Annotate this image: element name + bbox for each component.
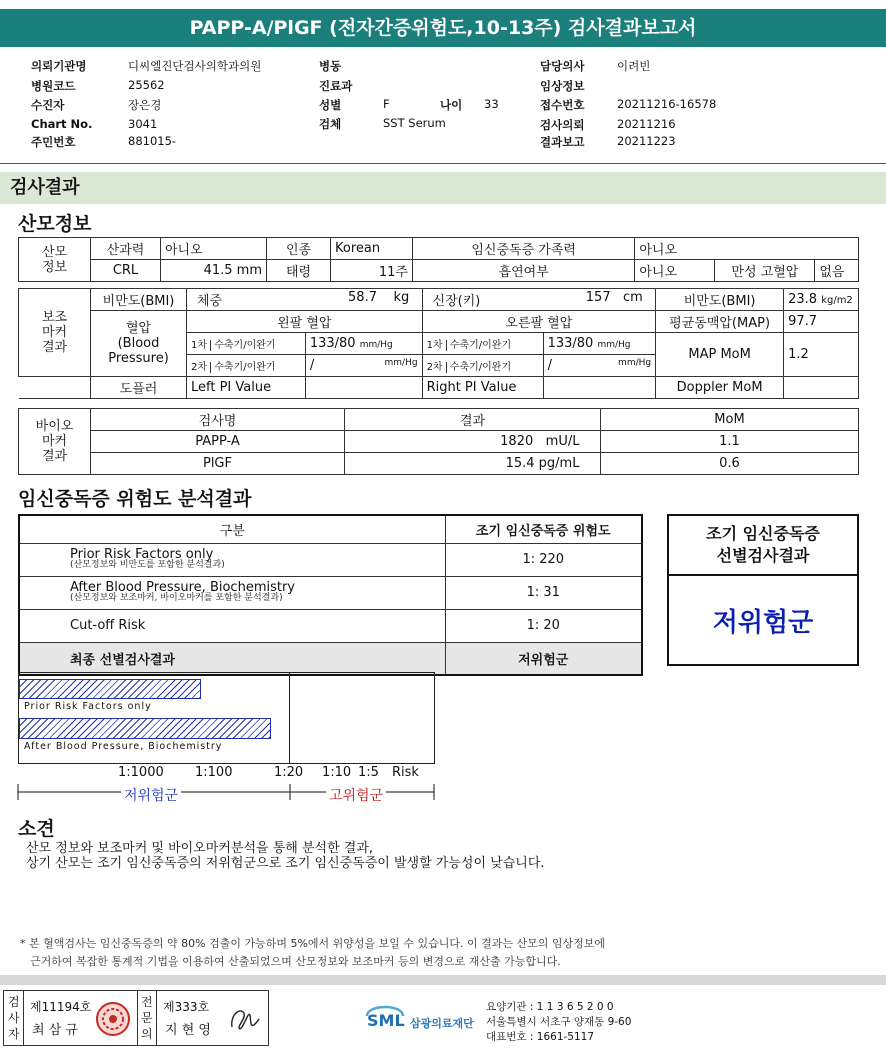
bio-name: PAPP-A <box>91 431 345 453</box>
seal-icon <box>95 1001 131 1037</box>
opinion-line: 산모 정보와 보조마커 및 바이오마커분석을 통해 분석한 결과, <box>26 841 374 856</box>
org-name: 삼광의료재단 <box>410 1017 474 1030</box>
risk-row <box>19 543 642 576</box>
aux-spacer <box>19 377 91 399</box>
notice-line: * 본 혈액검사는 임신중독증의 약 80% 검출이 가능하며 5%에서 위양성을 보일 수 있습니다. 이 결과는 산모의 임상정보에 <box>20 937 606 950</box>
resident-no-label: 주민번호 <box>31 135 76 149</box>
left-bp-label: 왼팔 혈압 <box>187 311 423 333</box>
divider <box>23 991 24 1045</box>
left-bp-second-cell <box>187 355 306 377</box>
report-value: 20211223 <box>617 134 676 148</box>
right-bp-label: 오른팔 혈압 <box>422 311 656 333</box>
specimen-label: 검체 <box>319 117 342 131</box>
tick-label: 1:100 <box>195 765 233 780</box>
inspector-name: 최 삼 규 <box>32 1023 78 1038</box>
bio-col-name: 검사명 <box>91 409 345 431</box>
bio-value: 1820 <box>500 434 534 449</box>
left-bp-1-unit: mm/Hg <box>359 340 393 350</box>
opinion-line: 상기 산모는 조기 임신중독증의 저위험군으로 조기 임신중독증이 발생할 가능성이 낮습니다. <box>26 856 545 871</box>
parity-label: 산과력 <box>91 238 161 260</box>
bmi-value: 23.8 <box>788 292 818 307</box>
risk-bar-after <box>19 718 271 739</box>
right-bp-second-cell <box>422 355 543 377</box>
doppler-mom-label: Doppler MoM <box>656 377 784 399</box>
risk-bar-label: After Blood Pressure, Biochemistry <box>24 741 223 752</box>
accession-value: 20211216-16578 <box>617 97 717 111</box>
left-sys-dia-label-2: 수축기/이완기 <box>210 362 275 373</box>
right-bp-1-value: 133/80 <box>547 336 594 351</box>
header-divider <box>0 163 886 164</box>
map-mom-value: 1.2 <box>784 333 859 377</box>
bio-name: PlGF <box>91 453 345 475</box>
department-label: 진료과 <box>319 79 353 93</box>
org-address: 서울특별시 서초구 양재동 9-60 <box>486 1016 632 1028</box>
risk-row-label <box>19 543 445 576</box>
risk-bar-prior <box>19 679 201 699</box>
doppler-mom-value <box>784 377 859 399</box>
risk-chart <box>18 672 435 764</box>
weight-cell <box>187 289 423 311</box>
high-risk-label: 고위험군 <box>326 785 386 805</box>
risk-row-label <box>19 576 445 609</box>
hospital-code-value: 25562 <box>128 78 165 92</box>
screening-result-title: 조기 임신중독증 선별검사결과 <box>669 516 857 576</box>
left-bp-1-value: 133/80 <box>309 336 356 351</box>
ward-label: 병동 <box>319 59 342 73</box>
risk-label: Cut-off Risk <box>19 609 445 642</box>
risk-value: 1: 20 <box>445 609 642 642</box>
smoking-value: 아니오 <box>635 260 715 282</box>
bmi-unit: kg/m2 <box>821 295 853 306</box>
parity-value: 아니오 <box>161 238 267 260</box>
left-bp-first-value-cell <box>305 333 422 355</box>
smoking-label: 흡연여부 <box>413 260 635 282</box>
right-sys-dia-label-2: 수축기/이완기 <box>446 362 511 373</box>
right-bp-first-value-cell <box>543 333 656 355</box>
risk-heading: 임신중독증 위험도 분석결과 <box>18 488 252 510</box>
weight-value: 58.7 <box>348 290 377 305</box>
hospital-code-label: 병원코드 <box>31 79 76 93</box>
bmi-cell <box>784 289 859 311</box>
tick-label: 1:1000 <box>118 765 164 780</box>
final-result-value: 저위험군 <box>445 642 642 675</box>
risk-sub: (산모정보와 비만도를 포함한 분석결과) <box>70 559 225 570</box>
risk-table <box>18 514 643 676</box>
maternal-heading: 산모정보 <box>18 213 92 235</box>
chart-no-value: 3041 <box>128 117 158 131</box>
screening-result-value: 저위험군 <box>712 608 814 638</box>
maternal-table <box>18 237 859 282</box>
height-unit: cm <box>623 290 643 305</box>
map-mom-label: MAP MoM <box>656 333 784 377</box>
bio-result <box>345 453 601 475</box>
bmi-label: 비만도(BMI) <box>656 289 784 311</box>
right-pi-value <box>543 377 656 399</box>
hypertension-value: 없음 <box>815 260 859 282</box>
risk-label: After Blood Pressure, Biochemistry <box>70 579 295 595</box>
tick-label: Risk <box>392 765 419 780</box>
bio-group-label: 바이오 마커 결과 <box>19 409 91 475</box>
age-label: 나이 <box>440 98 463 112</box>
left-sys-dia-label: 수축기/이완기 <box>210 340 275 351</box>
accession-label: 접수번호 <box>540 98 585 112</box>
right-bp-2-value: / <box>547 358 552 373</box>
bio-row <box>19 431 859 453</box>
clinical-label: 임상정보 <box>540 79 585 93</box>
inspector-number: 제11194호 <box>30 1000 92 1014</box>
signature-box <box>3 990 269 1046</box>
aux-marker-table <box>18 288 859 399</box>
risk-col-risk: 조기 임신중독증 위험도 <box>445 515 642 543</box>
institution-code: 요양기관 : 1 1 3 6 5 2 0 0 <box>486 1001 614 1013</box>
collector-label: 수진자 <box>31 98 65 112</box>
risk-col-category: 구분 <box>19 515 445 543</box>
risk-label: Prior Risk Factors only <box>70 546 214 562</box>
bio-unit: pg/mL <box>538 456 580 471</box>
map-value: 97.7 <box>784 311 859 333</box>
right-bp-1-unit: mm/Hg <box>597 340 631 350</box>
sex-label: 성별 <box>319 98 342 112</box>
specialist-number: 제333호 <box>163 1000 210 1014</box>
right-bp-first-cell <box>422 333 543 355</box>
specialist-name: 지 현 영 <box>165 1023 211 1038</box>
org-phone: 대표번호 : 1661-5117 <box>486 1031 595 1043</box>
family-history-label: 임신중독증 가족력 <box>413 238 635 260</box>
bio-result <box>345 431 601 453</box>
inspector-label: 검 사 자 <box>8 995 20 1041</box>
doctor-label: 담당의사 <box>540 59 585 73</box>
specimen-value: SST Serum <box>383 116 446 130</box>
report-label: 결과보고 <box>540 135 585 149</box>
left-pi-value <box>305 377 422 399</box>
race-label: 인종 <box>267 238 331 260</box>
section-title: 검사결과 <box>0 172 886 204</box>
family-history-value: 아니오 <box>635 238 859 260</box>
race-value: Korean <box>331 238 413 260</box>
sex-value: F <box>383 97 390 111</box>
crl-value: 41.5 mm <box>161 260 267 282</box>
tick-label: 1:5 <box>358 765 379 780</box>
opinion-heading: 소견 <box>18 818 55 840</box>
maternal-group-label: 산모 정보 <box>19 238 91 282</box>
sml-logo-text: SML <box>367 1011 405 1030</box>
divider <box>156 991 157 1045</box>
risk-sub: (산모정보와 보조마커, 바이오마커를 포함한 분석결과) <box>70 592 283 603</box>
blood-pressure-label: 혈압 (Blood Pressure) <box>91 311 187 377</box>
tick-label: 1:10 <box>322 765 352 780</box>
bio-col-result: 결과 <box>345 409 601 431</box>
weight-label: 체중 <box>197 294 223 309</box>
notice-line: 근거하여 복잡한 통계적 기법을 이용하여 산출되었으며 산모정보와 보조마커 등의 변경으로 재산출 가능합니다. <box>30 955 561 968</box>
request-value: 20211216 <box>617 117 676 131</box>
footer-band <box>0 975 886 985</box>
bio-value: 15.4 <box>505 456 535 471</box>
risk-value: 1: 31 <box>445 576 642 609</box>
obesity-label: 비만도(BMI) <box>91 289 187 311</box>
chart-no-label: Chart No. <box>31 117 93 131</box>
report-title: PAPP-A/PlGF (전자간증위험도,10-13주) 검사결과보고서 <box>0 9 886 47</box>
risk-value: 1: 220 <box>445 543 642 576</box>
right-bp-2-unit: mm/Hg <box>618 358 652 368</box>
risk-row <box>19 576 642 609</box>
cutoff-line <box>289 673 290 763</box>
institution-label: 의뢰기관명 <box>31 59 87 73</box>
request-label: 검사의뢰 <box>540 118 585 132</box>
collector-value: 장은경 <box>128 98 162 112</box>
left-bp-second-value-cell <box>305 355 422 377</box>
left-pi-label: Left PI Value <box>187 377 306 399</box>
signature-icon <box>226 1001 262 1035</box>
height-value: 157 <box>585 290 611 305</box>
weight-unit: kg <box>393 290 410 305</box>
gestational-age-label: 태령 <box>267 260 331 282</box>
biomarker-table <box>18 408 859 475</box>
resident-no-value: 881015- <box>128 134 177 148</box>
height-cell <box>422 289 656 311</box>
left-bp-2-value: / <box>309 358 315 373</box>
gestational-age-value: 11주 <box>331 260 413 282</box>
left-first-label: 1차 <box>191 340 208 351</box>
right-first-label: 1차 <box>426 340 443 351</box>
left-second-label: 2차 <box>191 362 208 373</box>
bio-unit: mU/L <box>545 434 580 449</box>
final-result-label: 최종 선별검사결과 <box>19 642 445 675</box>
divider <box>137 991 138 1045</box>
height-label: 신장(키) <box>432 294 481 309</box>
hypertension-label: 만성 고혈압 <box>715 260 815 282</box>
doppler-label: 도플러 <box>91 377 187 399</box>
bio-row <box>19 453 859 475</box>
risk-bar-label: Prior Risk Factors only <box>24 701 152 712</box>
right-second-label: 2차 <box>426 362 443 373</box>
low-risk-label: 저위험군 <box>121 785 181 805</box>
bio-mom: 0.6 <box>601 453 859 475</box>
right-bp-second-value-cell <box>543 355 656 377</box>
doctor-value: 이려빈 <box>617 59 651 73</box>
age-value: 33 <box>484 97 499 111</box>
risk-row <box>19 609 642 642</box>
left-bp-first-cell <box>187 333 306 355</box>
specialist-label: 전 문 의 <box>141 995 153 1041</box>
right-pi-label: Right PI Value <box>422 377 543 399</box>
aux-group-label: 보조 마커 결과 <box>19 289 91 377</box>
screening-result-box <box>667 514 859 666</box>
right-sys-dia-label: 수축기/이완기 <box>446 340 511 351</box>
bio-mom: 1.1 <box>601 431 859 453</box>
bio-col-mom: MoM <box>601 409 859 431</box>
tick-label: 1:20 <box>274 765 304 780</box>
left-bp-2-unit: mm/Hg <box>384 358 418 368</box>
map-label: 평균동맥압(MAP) <box>656 311 784 333</box>
crl-label: CRL <box>91 260 161 282</box>
institution-value: 디씨엘진단검사의학과의원 <box>128 59 262 73</box>
